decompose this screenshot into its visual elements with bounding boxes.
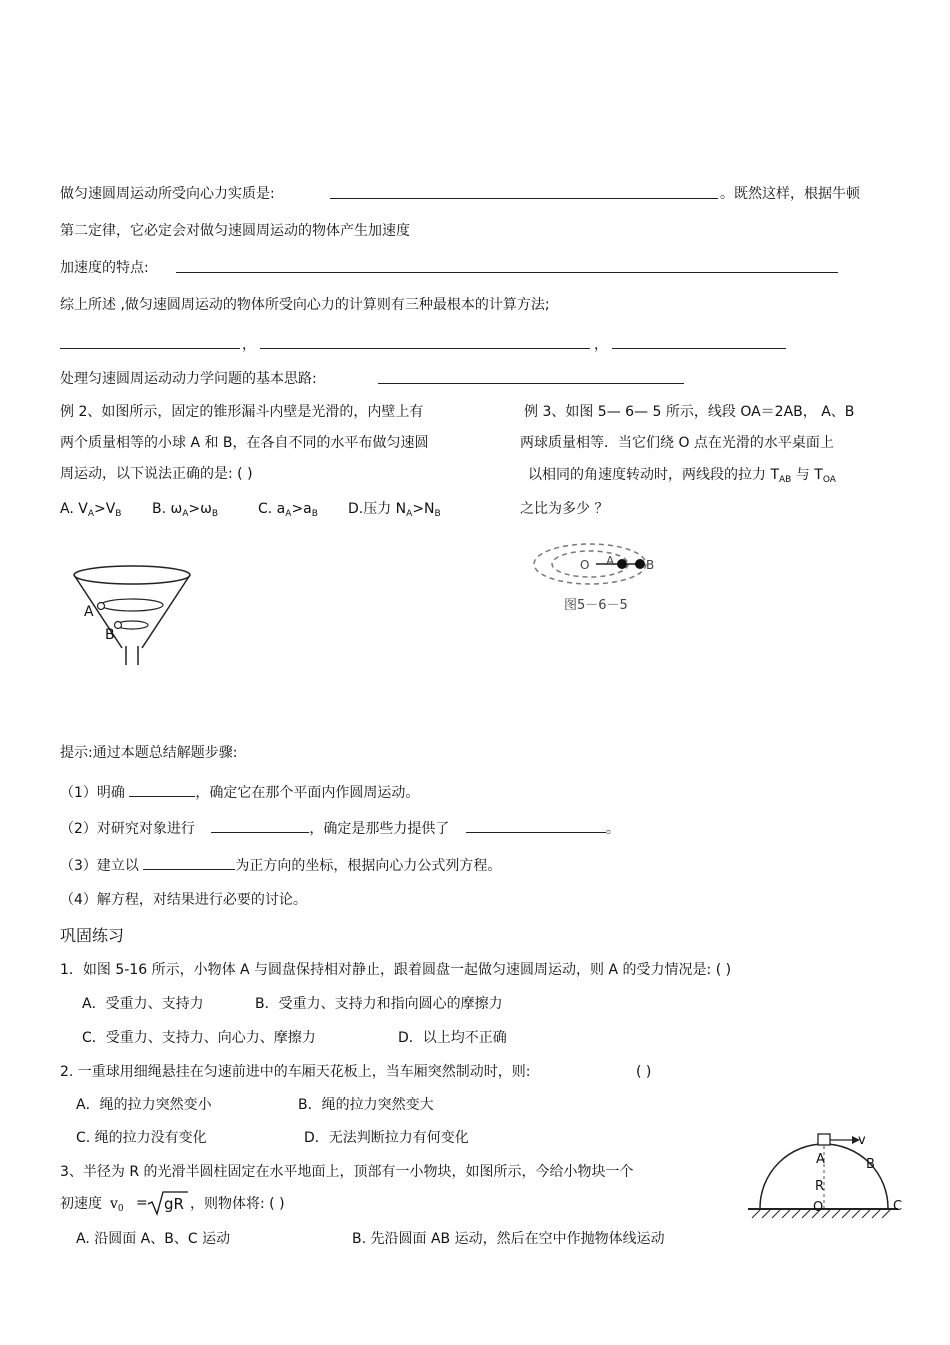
radicand: gR	[164, 1195, 184, 1213]
tips-step-3: （3）建立以 为正方向的坐标，根据向心力公式列方程。	[60, 855, 501, 875]
example-2-line-2: 两个质量相等的小球 A 和 B，在各自不同的水平布做匀速圆	[60, 435, 429, 451]
question-3-option-a[interactable]: A. 沿圆面 A、B、C 运动	[76, 1231, 231, 1247]
example-3-line-2: 两球质量相等．当它们绕 O 点在光滑的水平桌面上	[520, 435, 834, 451]
example-3-line-1: 例 3、如图 5— 6— 5 所示，线段 OA＝2AB， A、B	[524, 404, 855, 420]
figure-label-v: v	[858, 1133, 866, 1148]
funnel-label-b: B	[105, 627, 115, 643]
tips-step-1: （1）明确 ，确定它在那个平面内作圆周运动。	[60, 782, 419, 802]
example-2-option-d[interactable]: D.压力 $N_A>N_B$	[348, 501, 441, 519]
example-2-line-3: 周运动，以下说法正确的是: ( )	[60, 466, 253, 482]
example-2-line-1: 例 2、如图所示，固定的锥形漏斗内壁是光滑的，内壁上有	[60, 404, 424, 420]
question-3-tail: ，则物体将: ( )	[190, 1196, 285, 1212]
question-3-option-b[interactable]: B. 先沿圆面 AB 运动，然后在空中作抛物体线运动	[352, 1231, 665, 1247]
example-2-option-b[interactable]: B. $\omega_A>\omega_B$	[152, 501, 219, 519]
fill-blank[interactable]	[176, 258, 838, 273]
fill-blank[interactable]	[378, 369, 684, 384]
figure-label-a: A	[606, 554, 615, 568]
example-3-line-3: 以相同的角速度转动时，两线段的拉力 $T_{AB}$ 与 $T_{OA}$	[528, 467, 836, 485]
example-2-option-a[interactable]: A. $V_A>V_B$	[60, 501, 122, 519]
fill-blank[interactable]	[143, 855, 235, 870]
question-2-option-b[interactable]: B．绳的拉力突然变大	[298, 1097, 434, 1113]
intro-line-4: 综上所述 ,做匀速圆周运动的物体所受向心力的计算则有三种最根本的计算方法;	[60, 297, 550, 313]
intro-line-2: 第二定律，它必定会对做匀速圆周运动的物体产生加速度	[60, 223, 410, 239]
question-3-line-2: 初速度	[60, 1196, 102, 1212]
intro-line-6: 处理匀速圆周运动动力学问题的基本思路:	[60, 371, 317, 387]
fill-blank[interactable]	[466, 818, 606, 833]
practice-heading: 巩固练习	[60, 926, 125, 945]
tips-step-4: （4）解方程，对结果进行必要的讨论。	[60, 892, 307, 908]
example-2-option-c[interactable]: C. $a_A>a_B$	[258, 501, 318, 519]
fill-blank[interactable]	[612, 334, 786, 349]
fill-blank[interactable]	[129, 782, 195, 797]
figure-label-c: C	[893, 1199, 903, 1214]
tips-title: 提示:通过本题总结解题步骤:	[60, 745, 238, 761]
intro-line-3: 加速度的特点:	[60, 260, 149, 276]
comma: ，	[242, 337, 256, 353]
tips-step-2: （2）对研究对象进行 ，确定是那些力提供了 。	[60, 818, 620, 838]
question-1-option-a[interactable]: A．受重力、支持力	[82, 996, 204, 1012]
intro-text: 做匀速圆周运动所受向心力实质是:	[60, 186, 275, 202]
fill-blank[interactable]	[211, 818, 309, 833]
velocity-formula: $v_0$	[110, 1196, 124, 1214]
figure-label-r: R	[815, 1179, 825, 1194]
figure-label-b: B	[866, 1157, 875, 1172]
question-1: 1．如图 5-16 所示，小物体 A 与圆盘保持相对静止，跟着圆盘一起做匀速圆周运动，则 A 的受力情况是: ( )	[60, 962, 732, 978]
question-2-option-a[interactable]: A．绳的拉力突然变小	[76, 1097, 212, 1113]
answer-paren[interactable]: ( )	[636, 1064, 652, 1080]
figure-caption: 图5－6－5	[564, 598, 628, 613]
figure-label-b: B	[646, 558, 655, 572]
figure-label-o: O	[580, 558, 590, 572]
fill-blank[interactable]	[330, 184, 718, 199]
fill-blank[interactable]	[260, 334, 590, 349]
comma: ，	[594, 337, 608, 353]
question-1-option-c[interactable]: C．受重力、支持力、向心力、摩擦力	[82, 1030, 316, 1046]
equals-sign: =	[136, 1195, 148, 1211]
intro-text: 。既然这样，根据牛顿	[720, 186, 860, 202]
fill-blank[interactable]	[60, 334, 240, 349]
question-3-line-1: 3、半径为 R 的光滑半圆柱固定在水平地面上，顶部有一小物块，如图所示，今给小物块一个	[60, 1164, 634, 1180]
question-1-option-d[interactable]: D．以上均不正确	[398, 1030, 507, 1046]
question-2-option-c[interactable]: C. 绳的拉力没有变化	[76, 1130, 207, 1146]
question-2: 2. 一重球用细绳悬挂在匀速前进中的车厢天花板上，当车厢突然制动时，则:	[60, 1064, 531, 1080]
figure-label-o: O	[813, 1200, 824, 1215]
intro-line-1	[60, 185, 275, 203]
example-3-line-4: 之比为多少 ？	[520, 501, 609, 517]
question-2-option-d[interactable]: D．无法判断拉力有何变化	[304, 1130, 469, 1146]
figure-label-a: A	[816, 1152, 825, 1167]
question-1-option-b[interactable]: B．受重力、支持力和指向圆心的摩擦力	[255, 996, 503, 1012]
funnel-label-a: A	[84, 604, 94, 620]
